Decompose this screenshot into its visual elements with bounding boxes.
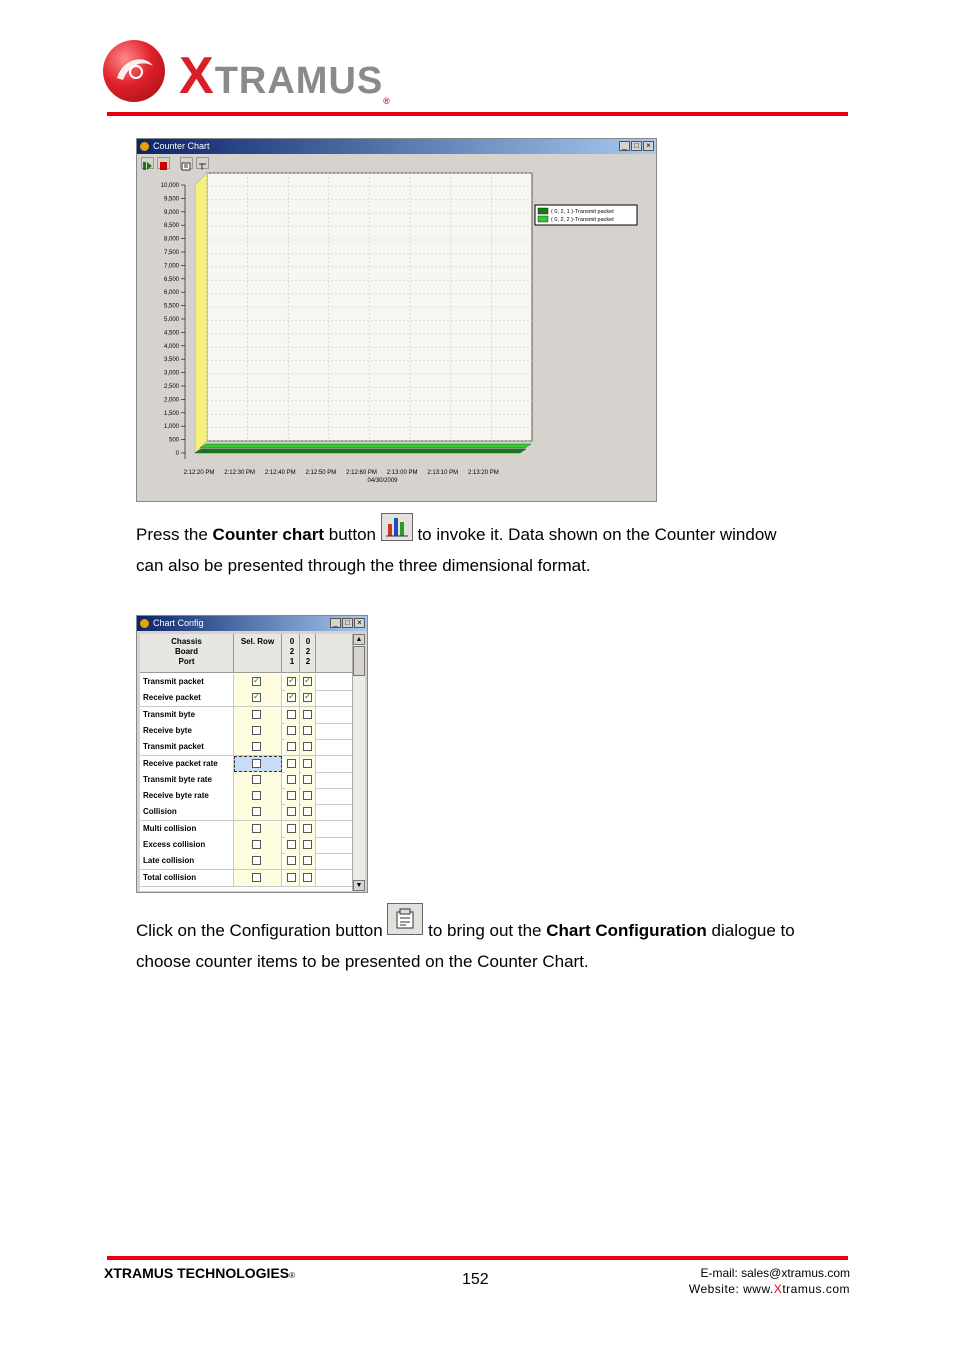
config-row-select-cell[interactable]	[234, 837, 282, 853]
bar-chart-icon	[381, 513, 413, 541]
port-col-line: 0	[289, 637, 295, 646]
select-row-checkbox[interactable]	[252, 677, 261, 686]
port-cell[interactable]	[301, 821, 316, 837]
minimize-button[interactable]: _	[330, 618, 341, 628]
config-grid	[140, 634, 352, 891]
port-checkbox[interactable]	[287, 759, 296, 768]
logo-wordmark	[179, 46, 391, 106]
select-row-checkbox[interactable]	[252, 856, 261, 865]
y-tick-label: 9,500	[163, 196, 179, 203]
port-checkbox[interactable]	[303, 742, 312, 751]
chart-toolbar	[137, 154, 656, 172]
port-checkbox[interactable]	[287, 873, 296, 882]
y-tick-label: 6,000	[163, 290, 179, 297]
config-row-select-cell[interactable]	[234, 804, 282, 820]
logo-x: X	[179, 47, 215, 105]
config-row-select-cell[interactable]	[234, 739, 282, 755]
paragraph-counter-chart	[136, 517, 777, 581]
y-tick-label: 8,000	[163, 236, 179, 243]
chart-config-window	[136, 615, 368, 893]
port-col-line: 2	[289, 647, 295, 656]
x-sublabel: 04/30/2009	[367, 478, 398, 484]
logo-reg: ®	[383, 96, 391, 106]
port-checkbox[interactable]	[287, 856, 296, 865]
close-button[interactable]: ×	[354, 618, 365, 628]
port-checkbox[interactable]	[303, 759, 312, 768]
y-tick-label: 6,500	[163, 276, 179, 283]
minimize-button[interactable]: _	[619, 141, 630, 151]
y-tick-label: 2,500	[163, 384, 179, 390]
config-row[interactable]	[140, 723, 352, 740]
port-checkbox[interactable]	[303, 693, 312, 702]
port-cell[interactable]	[285, 739, 300, 755]
config-row-label: Receive packet rate	[140, 756, 234, 772]
footer-company	[104, 1265, 295, 1281]
y-tick-label: 1,500	[163, 410, 179, 417]
y-tick-label: 1,000	[163, 424, 179, 431]
config-row-select-cell[interactable]	[234, 772, 282, 788]
select-row-checkbox[interactable]	[252, 759, 261, 768]
website-rest: tramus.com	[782, 1282, 850, 1296]
port-checkbox[interactable]	[303, 710, 312, 719]
port-cell[interactable]	[285, 804, 300, 820]
y-tick-label: 7,500	[163, 250, 179, 256]
config-row-select-cell[interactable]	[234, 853, 282, 869]
port-checkbox[interactable]	[303, 873, 312, 882]
header-port-021[interactable]	[285, 634, 300, 672]
port-cell[interactable]	[301, 804, 316, 820]
legend-swatch	[538, 216, 548, 222]
config-row-select-cell[interactable]	[234, 870, 282, 886]
config-row-label: Receive packet	[140, 690, 234, 706]
p1-text-c: to invoke it. Data shown on the Counter window	[412, 525, 777, 544]
p1-text-b: button	[324, 525, 381, 544]
config-row-select-cell[interactable]	[234, 756, 282, 772]
port-checkbox[interactable]	[287, 824, 296, 833]
logo-globe-icon	[103, 40, 165, 102]
config-row-label: Late collision	[140, 853, 234, 869]
app-icon	[140, 142, 149, 151]
config-row[interactable]	[140, 804, 352, 821]
config-row-label: Transmit byte rate	[140, 772, 234, 788]
select-row-checkbox[interactable]	[252, 791, 261, 800]
header-sel-row[interactable]: Sel. Row	[234, 634, 282, 672]
series-ribbon	[195, 449, 526, 453]
port-cell[interactable]	[301, 870, 316, 886]
website-x: X	[773, 1282, 783, 1296]
close-button[interactable]: ×	[643, 141, 654, 151]
port-cell[interactable]	[301, 772, 316, 788]
config-scrollbar[interactable]	[352, 634, 365, 891]
website-prefix: Website: www.	[688, 1282, 774, 1296]
config-icon	[387, 903, 423, 935]
config-row-select-cell[interactable]	[234, 788, 282, 804]
chart-config-titlebar[interactable]	[137, 616, 367, 631]
config-row-label: Multi collision	[140, 821, 234, 837]
company-name: XTRAMUS TECHNOLOGIES	[104, 1265, 290, 1281]
port-cell[interactable]	[285, 837, 300, 853]
port-cell[interactable]	[285, 674, 300, 690]
config-row[interactable]	[140, 788, 352, 805]
port-checkbox[interactable]	[303, 775, 312, 784]
page-number: 152	[462, 1271, 489, 1288]
y-tick-label: 10,000	[160, 183, 179, 189]
port-cell[interactable]	[285, 707, 300, 723]
legend-label: ( 0, 2, 1 )-Transmit packet	[551, 209, 614, 215]
y-tick-label: 0	[175, 451, 179, 457]
config-row-select-cell[interactable]	[234, 707, 282, 723]
config-row-select-cell[interactable]	[234, 674, 282, 690]
port-cell[interactable]	[285, 690, 300, 706]
port-checkbox[interactable]	[287, 710, 296, 719]
y-tick-label: 3,500	[163, 357, 179, 364]
port-cell[interactable]	[285, 853, 300, 869]
config-row-select-cell[interactable]	[234, 690, 282, 706]
counter-chart-plot	[137, 171, 656, 501]
p1-text-a: Press the	[136, 525, 213, 544]
port-cell[interactable]	[285, 772, 300, 788]
port-checkbox[interactable]	[287, 840, 296, 849]
config-row[interactable]	[140, 674, 352, 691]
scroll-up-icon[interactable]: ▲	[353, 634, 365, 645]
select-row-checkbox[interactable]	[252, 693, 261, 702]
port-checkbox[interactable]	[303, 677, 312, 686]
port-col-line: 1	[289, 657, 295, 666]
config-row-select-cell[interactable]	[234, 723, 282, 739]
config-row[interactable]	[140, 853, 352, 870]
footer-email: E-mail: sales@xtramus.com	[700, 1266, 850, 1280]
header-chassis: Chassis	[171, 637, 202, 646]
p2-text-a: Click on the Configuration button	[136, 921, 388, 940]
counter-chart-titlebar[interactable]	[137, 139, 656, 154]
port-cell[interactable]	[301, 723, 316, 739]
legend-swatch	[538, 208, 548, 214]
legend-label: ( 0, 2, 2 )-Transmit packet	[551, 217, 614, 223]
port-cell[interactable]	[301, 690, 316, 706]
port-checkbox[interactable]	[303, 807, 312, 816]
config-row-label: Receive byte rate	[140, 788, 234, 804]
port-checkbox[interactable]	[287, 807, 296, 816]
port-checkbox[interactable]	[303, 791, 312, 800]
y-tick-label: 3,000	[163, 370, 179, 377]
scroll-thumb[interactable]	[353, 646, 365, 676]
xtramus-logo	[103, 38, 433, 108]
select-row-checkbox[interactable]	[252, 742, 261, 751]
footer-website	[689, 1282, 850, 1296]
config-row[interactable]	[140, 690, 352, 707]
select-row-checkbox[interactable]	[252, 824, 261, 833]
config-row[interactable]	[140, 756, 352, 773]
header-chassis-board-port	[140, 634, 234, 672]
port-cell[interactable]	[301, 674, 316, 690]
counter-chart-window	[136, 138, 657, 502]
p2-text-b: to bring out the	[423, 921, 547, 940]
config-row-label: Total collision	[140, 870, 234, 886]
config-row-label: Receive byte	[140, 723, 234, 739]
select-row-checkbox[interactable]	[252, 726, 261, 735]
app-icon	[140, 619, 149, 628]
config-row-label: Excess collision	[140, 837, 234, 853]
port-cell[interactable]	[285, 756, 300, 772]
header-rule	[107, 112, 848, 116]
port-checkbox[interactable]	[287, 726, 296, 735]
x-tick-label: 2:13:00 PM	[386, 470, 418, 476]
header-port-022[interactable]	[301, 634, 316, 672]
config-grid-header	[140, 634, 352, 673]
x-tick-label: 2:12:50 PM	[305, 470, 337, 476]
window-title: Counter Chart	[153, 141, 210, 151]
company-reg: ®	[289, 1271, 296, 1280]
p2-line2: choose counter items to be presented on the Counter Chart.	[136, 952, 589, 971]
port-checkbox[interactable]	[287, 677, 296, 686]
stop-icon[interactable]	[157, 157, 170, 169]
port-checkbox[interactable]	[303, 726, 312, 735]
port-checkbox[interactable]	[303, 824, 312, 833]
paragraph-chart-config	[136, 909, 795, 977]
chart-left-wall	[195, 173, 207, 453]
y-tick-label: 5,500	[163, 303, 179, 310]
select-row-checkbox[interactable]	[252, 807, 261, 816]
config-row[interactable]	[140, 772, 352, 789]
port-checkbox[interactable]	[287, 742, 296, 751]
header-port: Port	[178, 657, 195, 666]
config-row-label: Transmit packet	[140, 739, 234, 755]
port-cell[interactable]	[301, 739, 316, 755]
window-title: Chart Config	[153, 618, 204, 628]
port-checkbox[interactable]	[303, 856, 312, 865]
x-tick-label: 2:12:60 PM	[346, 470, 377, 476]
x-tick-label: 2:13:10 PM	[427, 470, 459, 476]
port-checkbox[interactable]	[287, 775, 296, 784]
logo-rest: TRAMUS	[214, 60, 384, 102]
play-icon[interactable]	[141, 157, 154, 169]
p2-bold: Chart Configuration	[546, 921, 707, 940]
port-checkbox[interactable]	[303, 840, 312, 849]
y-tick-label: 9,000	[163, 209, 179, 216]
port-cell[interactable]	[285, 788, 300, 804]
pin-icon[interactable]	[196, 157, 209, 169]
config-row[interactable]	[140, 870, 352, 887]
select-row-checkbox[interactable]	[252, 840, 261, 849]
y-tick-label: 4,500	[163, 330, 179, 337]
x-tick-label: 2:12:30 PM	[224, 470, 255, 476]
y-tick-label: 4,000	[163, 343, 179, 350]
select-row-checkbox[interactable]	[252, 710, 261, 719]
maximize-button[interactable]: □	[342, 618, 353, 628]
port-cell[interactable]	[301, 788, 316, 804]
y-tick-label: 500	[168, 437, 179, 444]
x-tick-label: 2:12:20 PM	[183, 470, 215, 476]
header-board: Board	[174, 647, 199, 656]
config-row-label: Collision	[140, 804, 234, 820]
config-row-label: Transmit byte	[140, 707, 234, 723]
config-row-label: Transmit packet	[140, 674, 234, 690]
port-cell[interactable]	[301, 837, 316, 853]
y-tick-label: 2,000	[163, 397, 179, 404]
scroll-down-icon[interactable]: ▼	[353, 880, 365, 891]
config-icon[interactable]	[180, 157, 193, 169]
config-row[interactable]	[140, 837, 352, 854]
port-cell[interactable]	[301, 853, 316, 869]
p1-bold: Counter chart	[212, 525, 325, 544]
series-ribbon	[200, 444, 531, 448]
x-tick-label: 2:13:20 PM	[468, 470, 499, 476]
port-cell[interactable]	[285, 723, 300, 739]
config-row[interactable]	[140, 707, 352, 724]
x-tick-label: 2:12:40 PM	[264, 470, 296, 476]
port-cell[interactable]	[285, 870, 300, 886]
p1-line2: can also be presented through the three dimensional format.	[136, 556, 591, 575]
port-checkbox[interactable]	[287, 693, 296, 702]
maximize-button[interactable]: □	[631, 141, 642, 151]
p2-text-c: dialogue to	[706, 921, 795, 940]
y-tick-label: 7,000	[163, 263, 179, 270]
port-col-line: 0	[305, 637, 311, 646]
footer-rule	[107, 1256, 848, 1260]
y-tick-label: 5,000	[163, 317, 179, 323]
select-row-checkbox[interactable]	[252, 873, 261, 882]
config-row[interactable]	[140, 739, 352, 756]
select-row-checkbox[interactable]	[252, 775, 261, 784]
port-cell[interactable]	[301, 707, 316, 723]
port-cell[interactable]	[285, 821, 300, 837]
port-col-line: 2	[305, 657, 311, 666]
config-row[interactable]	[140, 821, 352, 838]
port-checkbox[interactable]	[287, 791, 296, 800]
config-row-select-cell[interactable]	[234, 821, 282, 837]
port-cell[interactable]	[301, 756, 316, 772]
y-tick-label: 8,500	[163, 223, 179, 230]
port-col-line: 2	[305, 647, 311, 656]
